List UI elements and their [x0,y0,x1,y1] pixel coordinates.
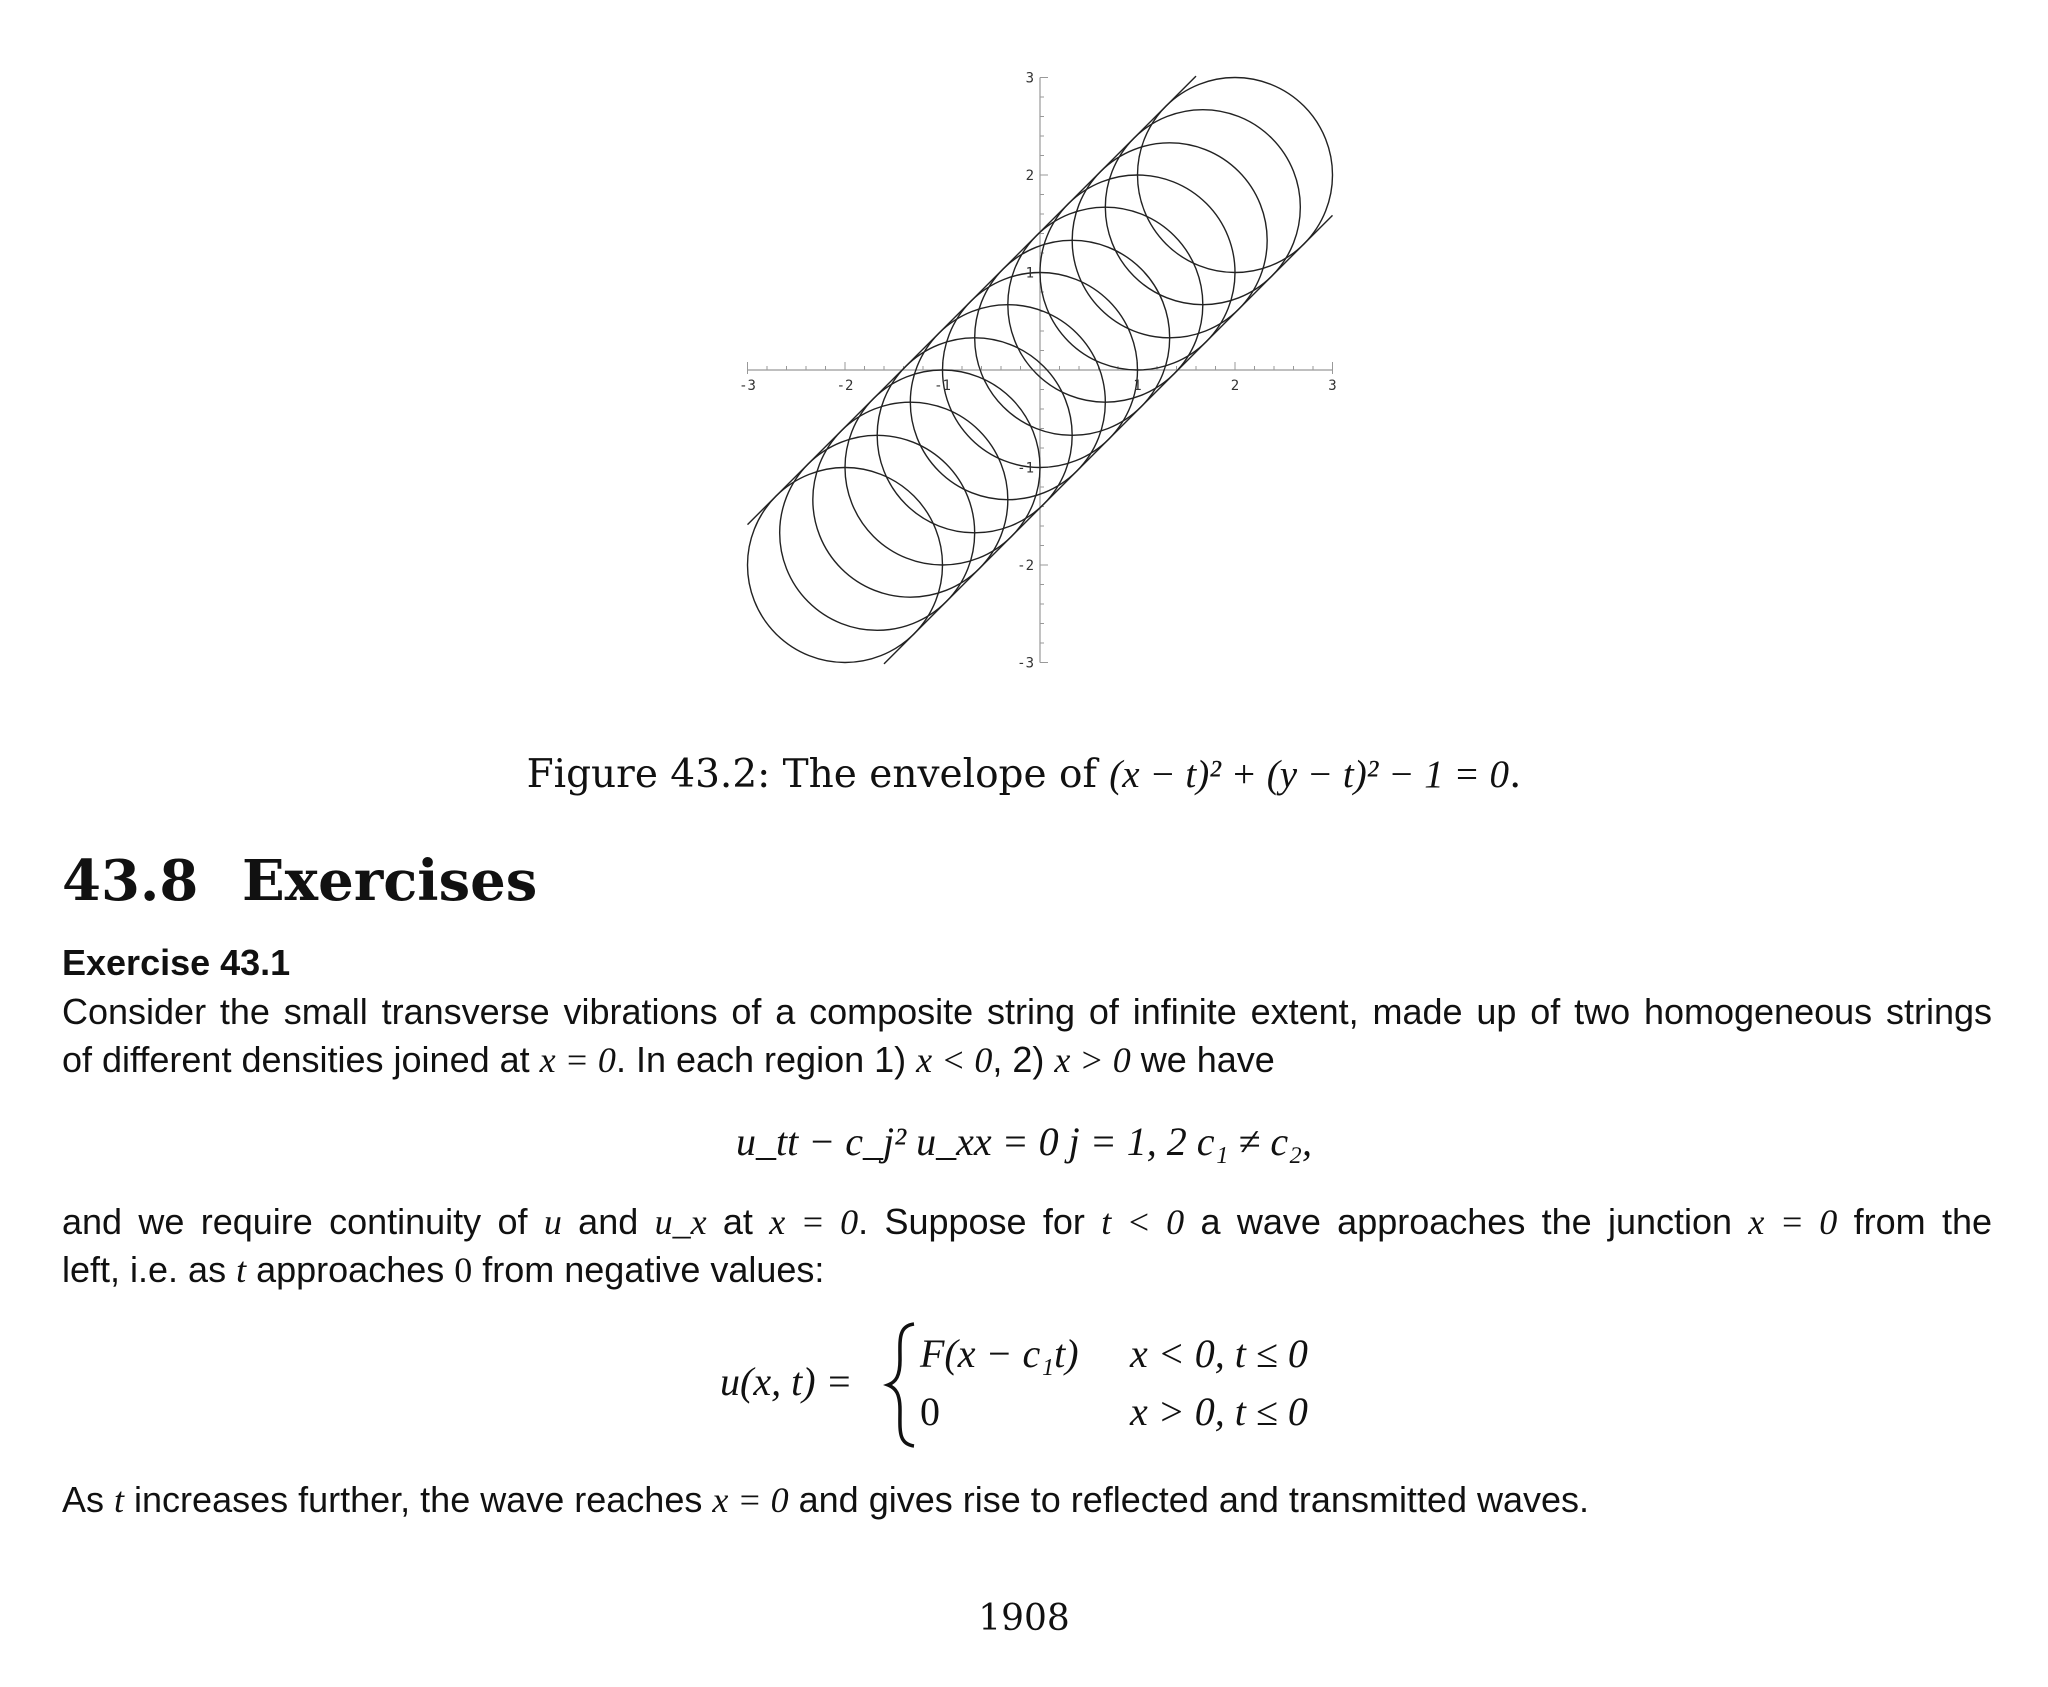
caption-prefix: Figure 43.2: The envelope of [526,752,1110,797]
circle-t [1040,175,1235,370]
figure-axes [748,78,1333,663]
text-run: As [62,1479,115,1520]
circle-t [780,435,975,630]
caption-suffix: . [1509,752,1522,797]
circle-t [748,468,943,663]
math-inline: t < 0 [1101,1202,1185,1242]
paragraph-1-line-2 [62,1036,1992,1084]
math-inline: x = 0 [1748,1202,1838,1242]
paragraph-2-line-2 [62,1246,1992,1294]
math-inline: x > 0 [1054,1040,1131,1080]
math-inline: u_x [654,1202,707,1242]
text-run: and we require continuity of [62,1201,544,1242]
y-tick-label: -1 [1017,460,1034,477]
circle-t [1072,143,1267,338]
exercise-title: Exercise 43.1 [62,942,291,983]
text-run: from the [1853,1201,1993,1242]
y-tick-label: 1 [1025,265,1034,282]
wave-equation: u_tt − c_j² u_xx = 0 j = 1, 2 c₁ ≠ c₂, [736,1119,1312,1164]
exercise-paragraph-3 [62,1476,1992,1524]
envelope-figure [720,50,1360,690]
circle-t [845,370,1040,565]
x-tick-label: 3 [1328,378,1337,394]
circle-t [813,402,1008,597]
x-tick-label: 2 [1230,378,1240,394]
section-number: 43.8 [62,848,199,914]
text-run: increases further, the wave reaches [124,1479,713,1520]
caption-equation: (x − t)² + (y − t)² − 1 = 0 [1109,753,1510,796]
text-run: from negative values: [472,1249,825,1290]
text-run: . Suppose for [858,1201,1102,1242]
text-run: left, i.e. as [62,1249,237,1290]
x-tick-label: -3 [739,378,756,394]
piecewise-case-2-value: 0 [920,1389,940,1434]
math-inline: t [236,1250,247,1290]
x-tick-label: 1 [1133,378,1142,394]
section-heading [62,848,537,914]
envelope-lower [884,215,1333,664]
math-inline: u [543,1202,562,1242]
y-tick-label: -3 [1017,655,1034,672]
circle-t [910,305,1105,500]
exercise-paragraph-2 [62,1198,1992,1294]
y-tick-label: -2 [1017,558,1034,574]
figure-caption [0,752,2048,797]
circle-t [1138,78,1333,273]
math-inline: x = 0 [769,1202,859,1242]
math-inline: x = 0 [712,1480,789,1520]
x-tick-label: -2 [836,378,854,394]
circle-t [1105,110,1300,305]
text-run: at [722,1201,770,1242]
piecewise-lhs: u(x, t) = [720,1359,853,1404]
math-inline: 0 [454,1250,473,1290]
y-tick-label: 2 [1025,168,1034,184]
text-run: of different densities joined at [62,1039,540,1080]
paragraph-3-line-1 [62,1476,1992,1524]
text-run: , 2) [992,1039,1055,1080]
piecewise-case-2-condition: x > 0, t ≤ 0 [1130,1389,1308,1434]
tick-labels [739,71,1337,672]
left-brace-icon [882,1320,922,1450]
math-inline: t [114,1480,125,1520]
text-run: and gives rise to reflected and transmitted waves. [788,1479,1590,1520]
envelope-upper [748,76,1197,524]
piecewise-initial-condition [720,1320,1420,1450]
exercise-paragraph-1 [62,988,1992,1084]
paragraph-2-line-1 [62,1198,1992,1246]
circle-t [1008,207,1203,402]
text-run: approaches [246,1249,455,1290]
page-number: 1908 [978,1598,1070,1639]
text-run: we have [1130,1039,1275,1080]
paragraph-1-line-1: Consider the small transverse vibrations of a composite string of infinite extent, made up of two homogeneous strings [62,991,1992,1032]
text-run: a wave approaches the junction [1200,1201,1749,1242]
text-run: . In each region 1) [615,1039,917,1080]
y-tick-label: 3 [1025,70,1034,87]
circle-t [877,338,1072,533]
piecewise-case-1-value: F(x − c₁t) [920,1331,1079,1376]
math-inline: x < 0 [916,1040,993,1080]
circle-t [975,240,1170,435]
text-run: and [578,1201,655,1242]
piecewise-case-1-condition: x < 0, t ≤ 0 [1130,1331,1308,1376]
math-inline: x = 0 [539,1040,616,1080]
section-title: Exercises [242,848,538,914]
x-tick-label: -1 [934,378,951,394]
